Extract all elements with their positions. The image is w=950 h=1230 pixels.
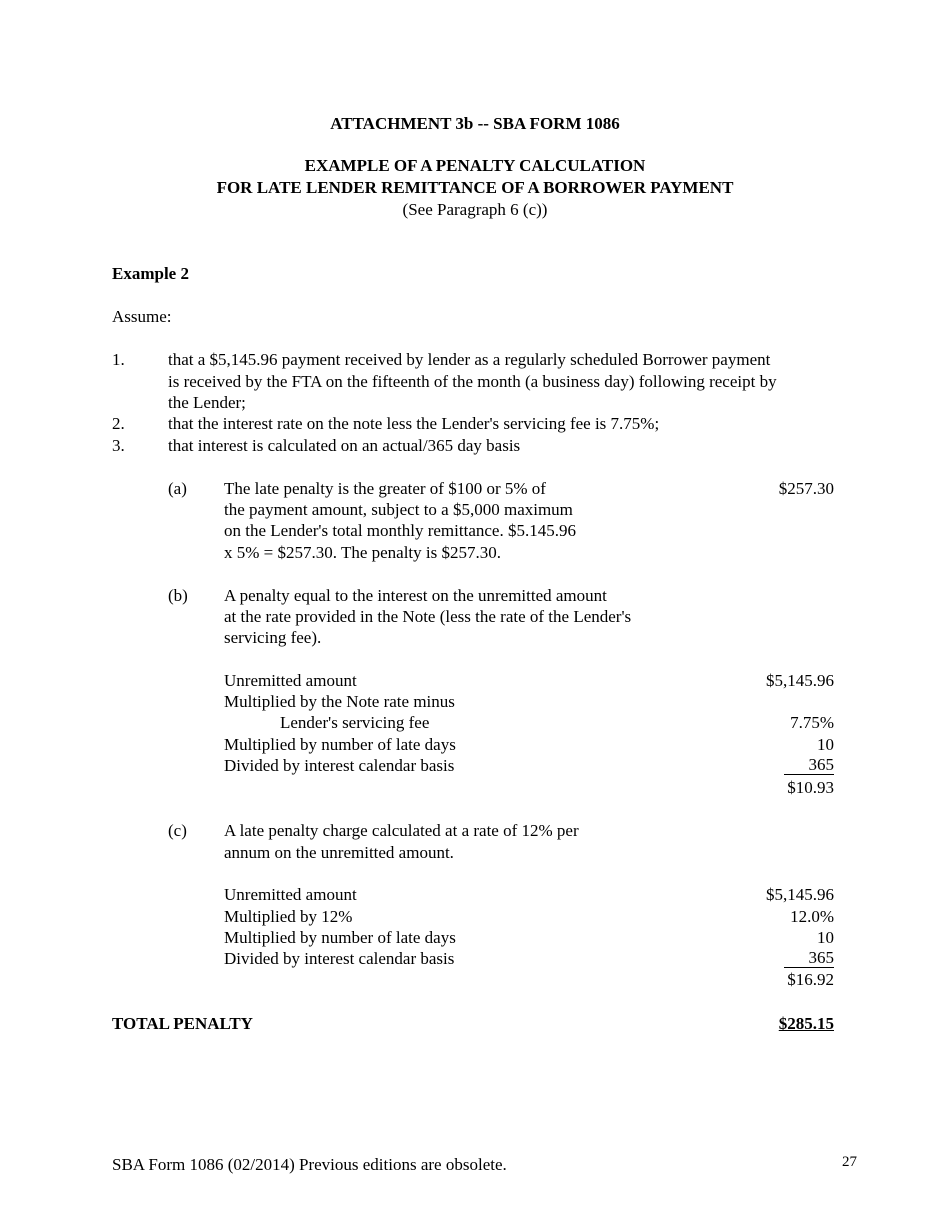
list-number: 3. xyxy=(112,436,125,455)
calc-row-label: Divided by interest calendar basis xyxy=(224,756,455,775)
total-label: TOTAL PENALTY xyxy=(112,1014,253,1033)
section-text-line: x 5% = $257.30. The penalty is $257.30. xyxy=(224,543,501,562)
list-item-line: that interest is calculated on an actual/365 day basis xyxy=(168,436,521,455)
list-item-line: is received by the FTA on the fifteenth of the month (a business day) following receipt by xyxy=(168,372,777,391)
section-text-line: annum on the unremitted amount. xyxy=(224,843,454,862)
list-number: 2. xyxy=(112,414,125,433)
attachment-heading: ATTACHMENT 3b -- SBA FORM 1086 xyxy=(330,114,620,133)
section-label: (b) xyxy=(168,586,188,605)
calc-row-label: Unremitted amount xyxy=(224,885,357,904)
section-text-line: servicing fee). xyxy=(224,628,322,647)
calc-row-label: Unremitted amount xyxy=(224,671,357,690)
calc-row-label: Multiplied by 12% xyxy=(224,907,353,926)
calc-row-value: 10 xyxy=(817,928,834,947)
list-number: 1. xyxy=(112,350,125,369)
section-text-line: the payment amount, subject to a $5,000 maximum xyxy=(224,500,573,519)
calc-row-value: 12.0% xyxy=(790,907,834,926)
section-text-line: A late penalty charge calculated at a rate of 12% per xyxy=(224,821,579,840)
section-label: (c) xyxy=(168,821,187,840)
calc-row-label: Multiplied by the Note rate minus xyxy=(224,692,455,711)
calc-row-label: Multiplied by number of late days xyxy=(224,735,456,754)
section-result: $10.93 xyxy=(787,778,834,797)
total-value: $285.15 xyxy=(778,1014,834,1033)
calc-row-label: Lender's servicing fee xyxy=(280,713,430,732)
calc-row-value-underlined: 365 xyxy=(784,948,834,968)
calc-row-value: $5,145.96 xyxy=(766,885,834,904)
paragraph-reference: (See Paragraph 6 (c)) xyxy=(402,200,548,219)
title-line-2: FOR LATE LENDER REMITTANCE OF A BORROWER PAYMENT xyxy=(216,178,734,197)
calc-row-value: 10 xyxy=(817,735,834,754)
calc-row-label: Divided by interest calendar basis xyxy=(224,949,455,968)
calc-row-value: 7.75% xyxy=(790,713,834,732)
calc-row-value-underlined: 365 xyxy=(784,755,834,775)
section-text-line: on the Lender's total monthly remittance. $5.145.96 xyxy=(224,521,576,540)
list-item-line: that the interest rate on the note less the Lender's servicing fee is 7.75%; xyxy=(168,414,660,433)
assume-label: Assume: xyxy=(112,307,172,326)
list-item-line: that a $5,145.96 payment received by lender as a regularly scheduled Borrower payment xyxy=(168,350,771,369)
section-amount: $257.30 xyxy=(778,479,834,498)
list-item-line: the Lender; xyxy=(168,393,246,412)
footer-text: SBA Form 1086 (02/2014) Previous editions are obsolete. xyxy=(112,1155,507,1174)
section-text-line: The late penalty is the greater of $100 or 5% of xyxy=(224,479,546,498)
example-label: Example 2 xyxy=(112,264,189,283)
section-label: (a) xyxy=(168,479,187,498)
section-text-line: at the rate provided in the Note (less the rate of the Lender's xyxy=(224,607,632,626)
calc-row-label: Multiplied by number of late days xyxy=(224,928,456,947)
title-line-1: EXAMPLE OF A PENALTY CALCULATION xyxy=(304,156,646,175)
calc-row-value: $5,145.96 xyxy=(766,671,834,690)
section-text-line: A penalty equal to the interest on the unremitted amount xyxy=(224,586,607,605)
section-result: $16.92 xyxy=(787,970,834,989)
page-number: 27 xyxy=(842,1154,857,1170)
